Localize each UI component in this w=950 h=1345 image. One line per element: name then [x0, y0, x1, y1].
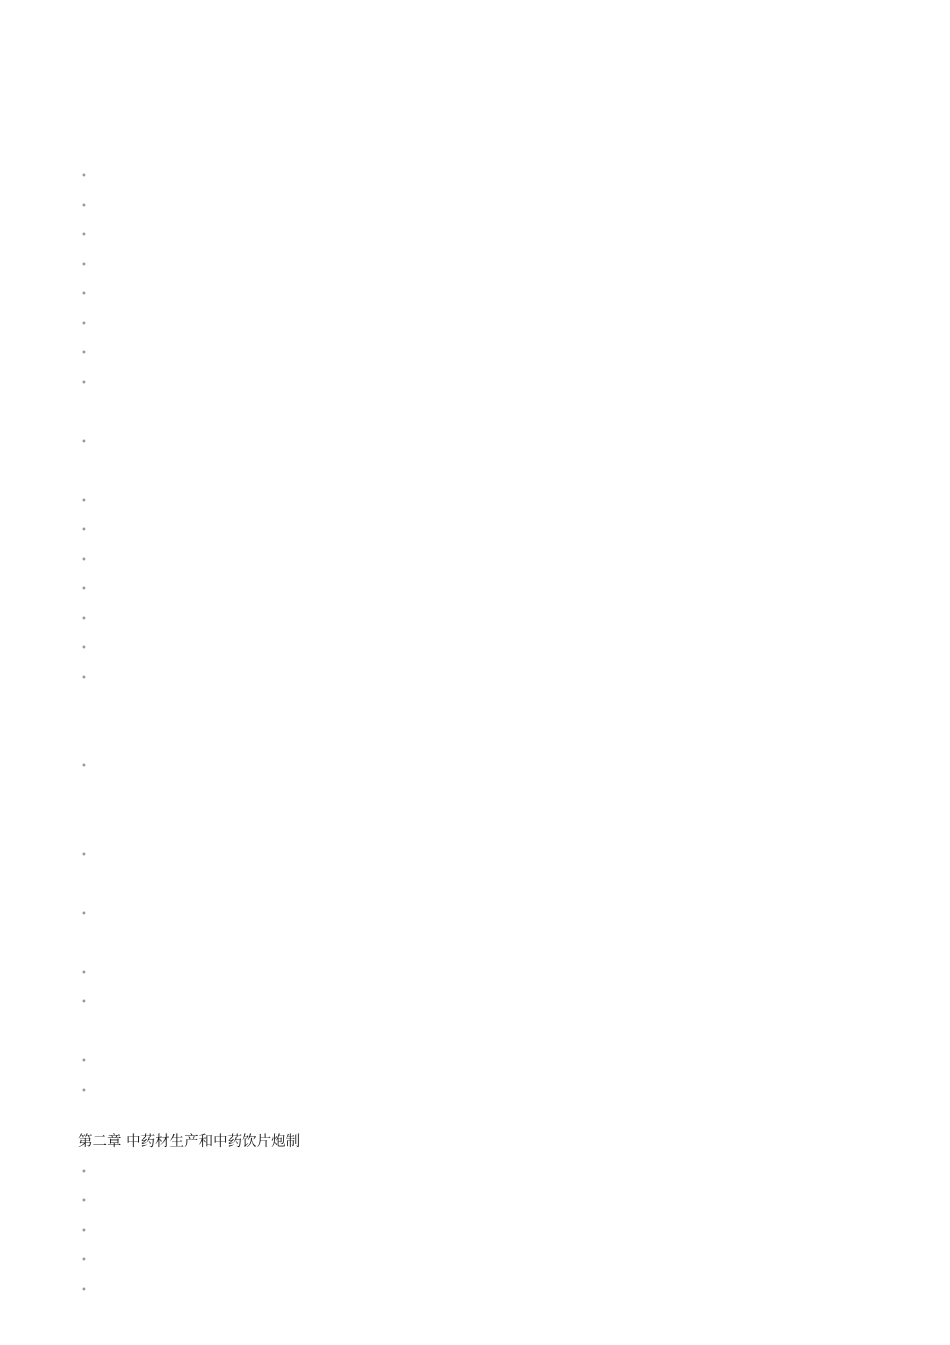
list-item: [78, 1217, 874, 1247]
list-item: [78, 605, 874, 635]
bullet-icon: •: [81, 643, 87, 654]
bullet-icon: •: [81, 672, 87, 684]
bullet-icon: •: [81, 967, 87, 979]
bullet-icon: •: [81, 1166, 87, 1178]
list-item: [78, 988, 874, 1047]
bullet-icon: •: [81, 495, 87, 507]
bullet-icon: •: [81, 200, 87, 212]
list-item: [78, 251, 874, 281]
list-item: [78, 310, 874, 340]
list-item: [78, 900, 874, 959]
bullet-icon: •: [81, 436, 87, 448]
bullet-icon: •: [81, 761, 87, 772]
bullet-icon: •: [81, 1255, 87, 1266]
bullet-icon: •: [81, 1284, 87, 1296]
bullet-icon: •: [81, 259, 87, 271]
bullet-icon: •: [81, 525, 87, 536]
bullet-icon: •: [81, 613, 87, 625]
list-item: [78, 221, 874, 251]
bullet-icon: •: [81, 1085, 87, 1097]
chapter-title: 第二章 中药材生产和中药饮片炮制: [78, 1134, 301, 1150]
lead-paragraph: [78, 103, 874, 162]
list-item: [78, 752, 874, 841]
list-item: [78, 1187, 874, 1217]
bullet-icon: •: [81, 908, 87, 920]
list-item: [78, 959, 874, 989]
bullet-icon: •: [81, 1196, 87, 1207]
list-item: [78, 192, 874, 222]
bullet-icon: •: [81, 849, 87, 861]
list-item: [78, 162, 874, 192]
list-item: [78, 280, 874, 310]
list-item: [78, 1047, 874, 1077]
list-item: [78, 369, 874, 428]
bullet-icon: •: [81, 171, 87, 182]
list-item: [78, 516, 874, 546]
list-item: [78, 634, 874, 664]
section-spacer: [78, 1106, 874, 1128]
list-item: [78, 1276, 874, 1306]
list-item: [78, 1246, 874, 1276]
bullet-icon: •: [81, 1056, 87, 1067]
bullet-icon: •: [81, 289, 87, 300]
bullet-icon: •: [81, 584, 87, 595]
list-item: [78, 1077, 874, 1107]
list-item: [78, 428, 874, 487]
bullet-icon: •: [81, 318, 87, 330]
list-item: [78, 487, 874, 517]
document-page: [78, 103, 874, 1305]
list-item: [78, 841, 874, 900]
bullet-icon: •: [81, 348, 87, 359]
list-item: [78, 664, 874, 753]
bullet-icon: •: [81, 230, 87, 241]
bullet-icon: •: [81, 554, 87, 566]
bullet-icon: •: [81, 377, 87, 389]
list-item: [78, 339, 874, 369]
bullet-icon: •: [81, 1225, 87, 1237]
list-item: [78, 546, 874, 576]
list-item: [78, 1158, 874, 1188]
bullet-icon: •: [81, 997, 87, 1008]
list-item: [78, 575, 874, 605]
